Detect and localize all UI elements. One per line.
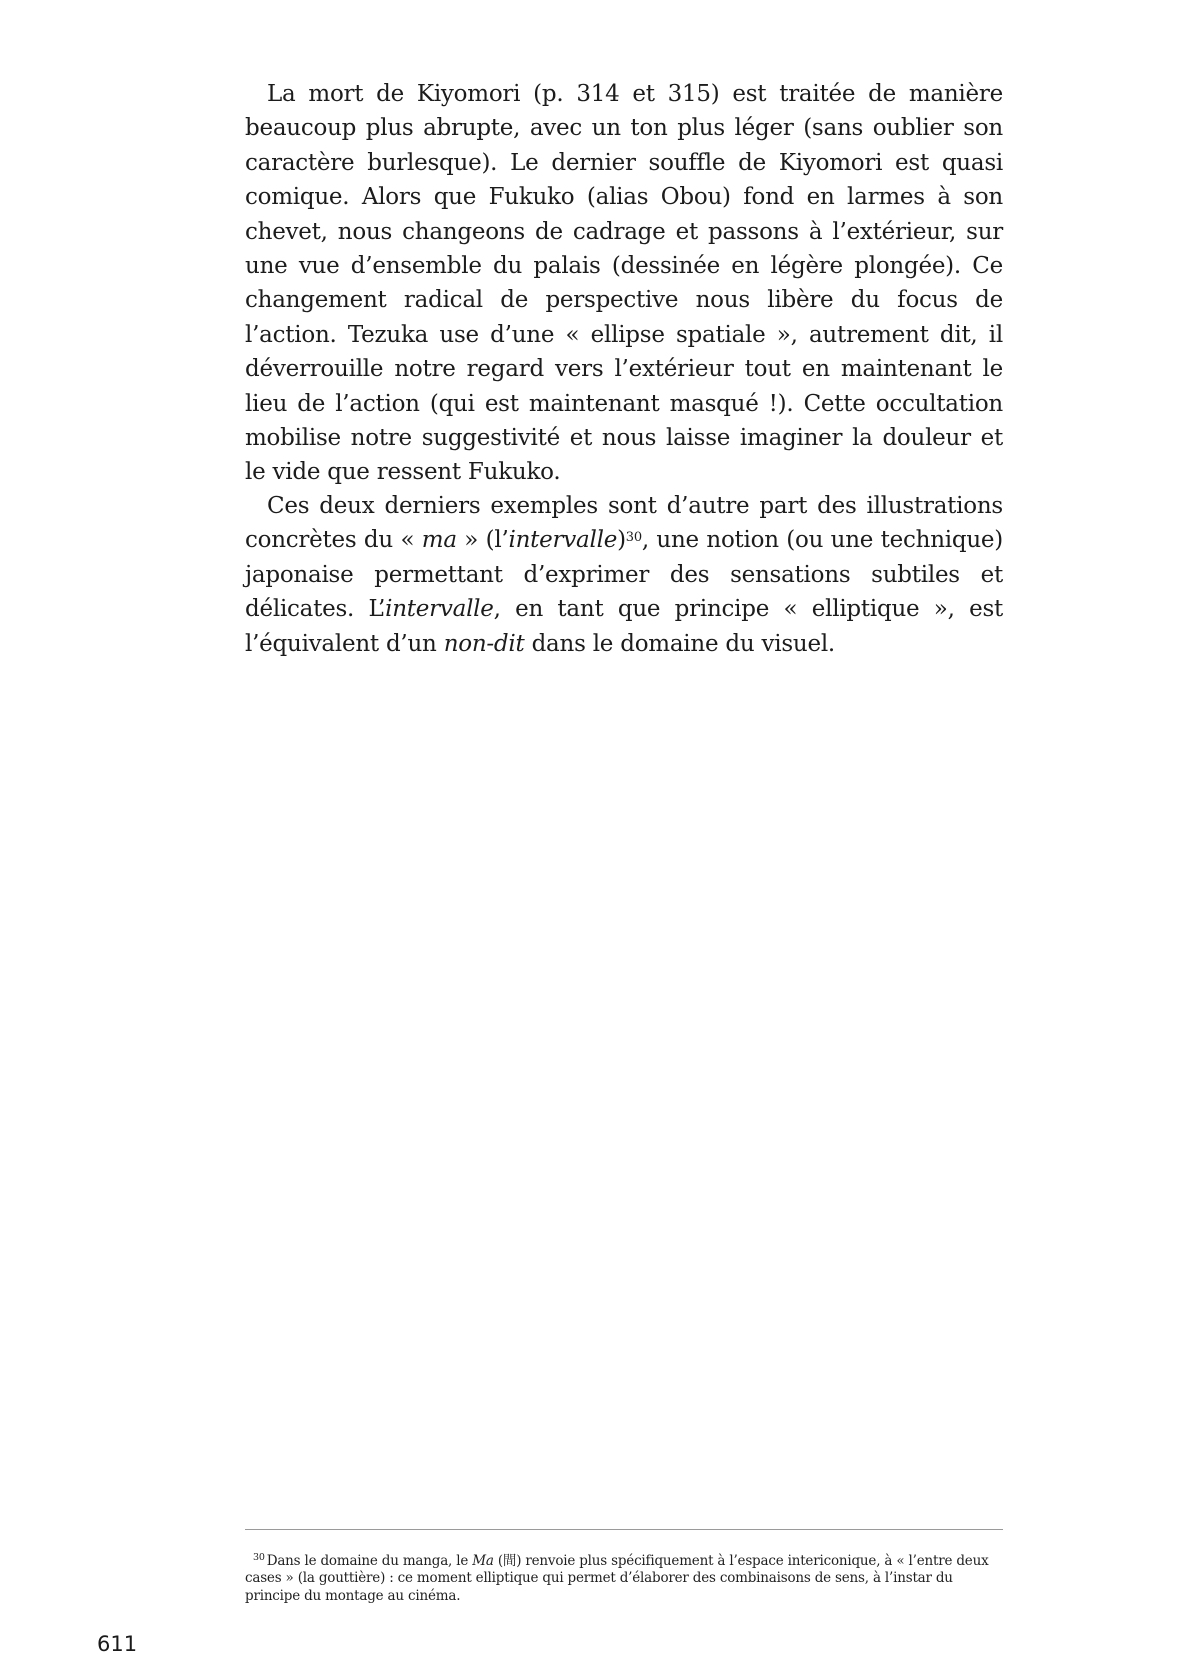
paragraph-text: [245, 489, 1003, 661]
text-run: dans le domaine du visuel.: [524, 630, 835, 657]
text-run: ): [617, 527, 626, 554]
footnote-italic-term: Ma: [472, 1553, 494, 1569]
italic-term-ma: ma: [421, 527, 457, 554]
body-paragraph-1: [245, 77, 1003, 490]
page-number: 611: [97, 1632, 138, 1656]
italic-term-intervalle: intervalle: [508, 527, 618, 554]
text-run: Ces deux derniers exemples sont d’autre part des illustrations concrètes du «: [245, 493, 1003, 554]
footnote: [245, 1553, 1003, 1605]
footnote-text: Dans le domaine du manga, le: [266, 1553, 473, 1569]
italic-term-intervalle: intervalle: [385, 596, 494, 623]
paragraph-text: La mort de Kiyomori (p. 314 et 315) est traitée de manière beaucoup plus abrupte, avec un ton plus léger (sans oublier son caractère burlesque). Le dernier souffle de Kiyomori est quasi comique. Alors que Fukuko (alias Obou) fond en larmes à son chevet, nous changeons de cadrage et passons à l’extérieur, sur une vue d’ensemble du palais (dessinée en légère plongée). Ce changement radical de perspective nous libère du focus de l’action. Tezuka use d’une « ellipse spatiale », autrement dit, il déverrouille notre regard vers l’extérieur tout en maintenant le lieu de l’action (qui est maintenant masqué !). Cette occultation mobilise notre suggestivité et nous laisse imaginer la douleur et le vide que ressent Fukuko.: [245, 81, 1003, 486]
footnote-number: 30: [253, 1551, 265, 1563]
italic-term-non-dit: non-dit: [443, 630, 525, 657]
footnote-reference[interactable]: 30: [625, 530, 642, 546]
text-run: , une notion (ou une technique) japonaise permettant d’exprimer des sensations subtiles et délicates. L’: [245, 527, 1003, 623]
text-run: » (l’: [456, 527, 509, 554]
footnote-separator: [245, 1529, 1003, 1530]
text-run: , en tant que principe « elliptique », est l’équivalent d’un: [245, 596, 1003, 657]
footnote-text: (間) renvoie plus spécifiquement à l’espace intericonique, à « l’entre deux cases » (la gouttière) : ce moment elliptique qui permet d’élaborer des combinaisons de sens, à l’instar du principe du montage au cinéma.: [245, 1553, 989, 1604]
body-paragraph-2: [245, 489, 1003, 661]
